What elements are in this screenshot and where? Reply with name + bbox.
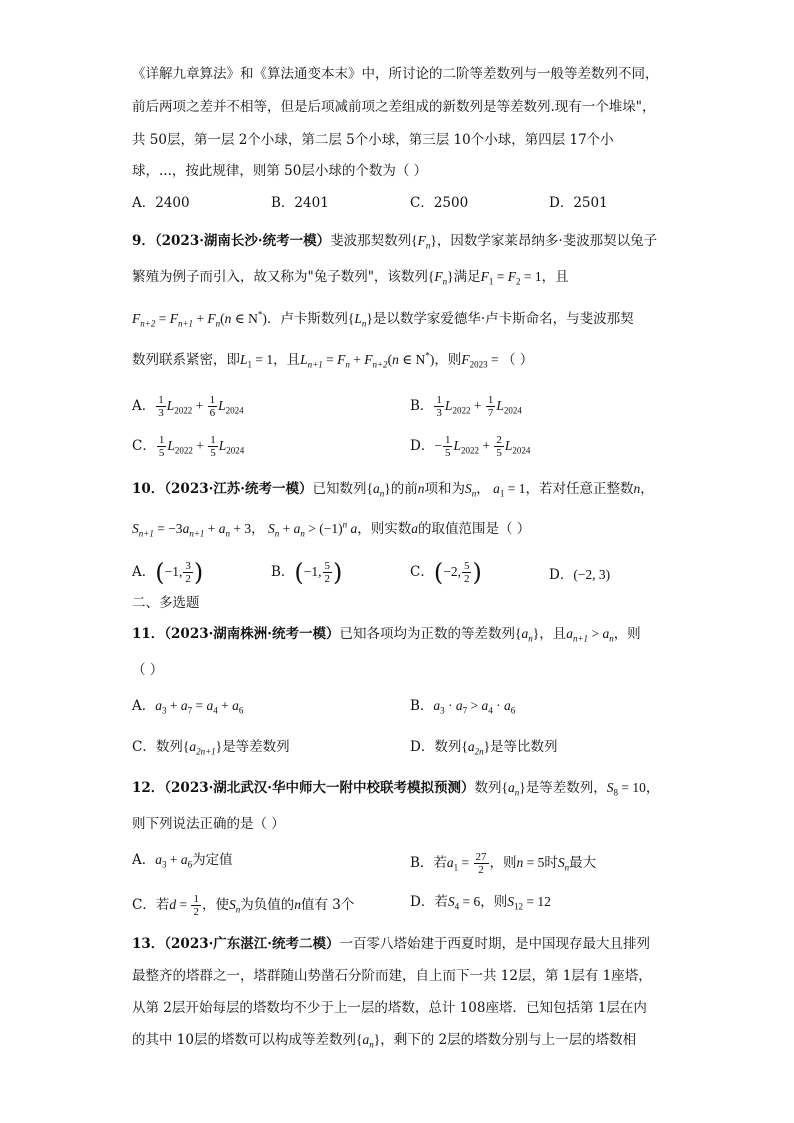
q12-option-d: D．若$S_4 = 6$，则$S_{12} = 12$ — [410, 894, 551, 912]
q10-line2: $S_{n+1} = -3a_{n+1} + a_n + 3$， $S_n + a_n > (-1)^n$ a，则实数a的取值范围是（ ） — [132, 519, 531, 539]
q9-option-b: B． $\frac{1}{3}$ $L_{2022}$ + $\frac{1}{7}$ $L_{2024}$ — [410, 394, 522, 419]
q11-option-b: B．$a_3 \cdot a_7 > a_4 \cdot a_6$ — [410, 698, 516, 716]
q11-paren: （ ） — [132, 662, 164, 678]
section-heading-multiple-choice: 二、多选题 — [132, 595, 200, 611]
q8-option-b: B．2401 — [271, 195, 329, 211]
q8-line4: 球，...，按此规律，则第 50层小球的个数为（ ） — [132, 163, 428, 179]
q11-line1: 11．（2023·湖南株洲·统考一模）已知各项均为正数的等差数列$\{a_n\}$，且$a_{n+1} > a_n$，则 — [132, 626, 641, 644]
q12-option-b: B．若$a_1$ = $\frac{27}{2}$ ，则n = 5时$S_n$最大 — [410, 851, 597, 876]
q8-option-d: D．2501 — [549, 195, 608, 211]
q10-line1: 10．（2023·江苏·统考一模）已知数列$\{a_n\}$的前n项和为$S_n$， $a_1 = 1$，若对任意正整数n， — [132, 481, 654, 499]
q13-line4: 的其中 10层的塔数可以构成等差数列$\{a_n\}$，剩下的 2层的塔数分别与上一层的塔数相 — [132, 1032, 637, 1050]
q8-line3: 共 50层，第一层 2个小球，第二层 5个小球，第三层 10个小球，第四层 17个小 — [132, 132, 614, 148]
q9-line4: 数列联系紧密，即$L_1 = 1$，且$L_{n+1} = F_n + F_{n+2}(n$ ∈ N*)，则$F_{2023}$ = （ ） — [132, 350, 534, 370]
q9-line3: $F_{n+2} = F_{n+1} + F_n(n$ ∈ N*)．卢卡斯数列$\{L_n\}$是以数学家爱德华·卢卡斯命名，与斐波那契 — [132, 309, 634, 329]
q8-option-a: A．2400 — [132, 195, 190, 211]
q13-label: 13．（2023·广东湛江·统考二模） — [132, 936, 340, 952]
q11-option-a: A．$a_3 + a_7 = a_4 + a_6$ — [132, 698, 244, 716]
q11-label: 11．（2023·湖南株洲·统考一模） — [132, 626, 340, 642]
q13-line2: 最整齐的塔群之一，塔群随山势凿石分阶而建，自上而下一共 12层，第 1层有 1座塔， — [132, 968, 652, 984]
q12-line2: 则下列说法正确的是（ ） — [132, 816, 285, 832]
q10-label: 10．（2023·江苏·统考一模） — [132, 481, 313, 497]
q9-label: 9．（2023·湖南长沙·统考一模） — [132, 233, 331, 249]
q12-label: 12．（2023·湖北武汉·华中师大一附中校联考模拟预测） — [132, 780, 475, 796]
q12-line1: 12．（2023·湖北武汉·华中师大一附中校联考模拟预测）数列$\{a_n\}$是等差数列，$S_8 = 10$， — [132, 780, 660, 798]
q9-option-a: A． $\frac{1}{3}$ $L_{2022}$ + $\frac{1}{6}$ $L_{2024}$ — [132, 394, 244, 419]
q9-option-c: C． $\frac{1}{5}$ $L_{2022}$ + $\frac{1}{5}$ $L_{2024}$ — [132, 434, 245, 459]
q8-option-c: C．2500 — [410, 195, 469, 211]
q11-option-d: D．数列$\{a_{2n}\}$是等比数列 — [410, 739, 558, 757]
q10-option-c: C．(−2, $\frac{5}{2}$ ) — [410, 558, 482, 587]
q9-option-d: D．− $\frac{1}{5}$ $L_{2022}$ + $\frac{2}{5}$ $L_{2024}$ — [410, 434, 531, 459]
q12-option-c: C．若d = $\frac{1}{2}$ ，使$S_n$为负值的n值有 3个 — [132, 893, 355, 918]
q9-line1: 9．（2023·湖南长沙·统考一模）斐波那契数列$\{F_n\}$，因数学家莱昂纳多·斐波那契以兔子 — [132, 233, 658, 251]
q13-line3: 从第 2层开始每层的塔数均不少于上一层的塔数，总计 108座塔．已知包括第 1层在内 — [132, 1000, 647, 1016]
q8-line2: 前后两项之差并不相等，但是后项减前项之差组成的新数列是等差数列.现有一个堆垛"， — [132, 99, 656, 115]
q9-line2: 繁殖为例子而引入，故又称为"兔子数列"，该数列$\{F_n\}$满足$F_1 = F_2 = 1$，且 — [132, 269, 569, 287]
q8-line1: 《详解九章算法》和《算法通变本末》中，所讨论的二阶等差数列与一般等差数列不同， — [132, 66, 659, 82]
q10-option-a: A．(−1, $\frac{3}{2}$ ) — [132, 558, 204, 587]
q13-line1: 13．（2023·广东湛江·统考二模）一百零八塔始建于西夏时期，是中国现存最大且排列 — [132, 936, 651, 952]
q10-option-d: D．(−2, 3) — [549, 567, 611, 583]
q10-option-b: B．(−1, $\frac{5}{2}$ ) — [271, 558, 343, 587]
q11-option-c: C．数列$\{a_{2n+1}\}$是等差数列 — [132, 739, 290, 757]
q12-option-a: A．$a_3 + a_6$为定值 — [132, 852, 233, 870]
